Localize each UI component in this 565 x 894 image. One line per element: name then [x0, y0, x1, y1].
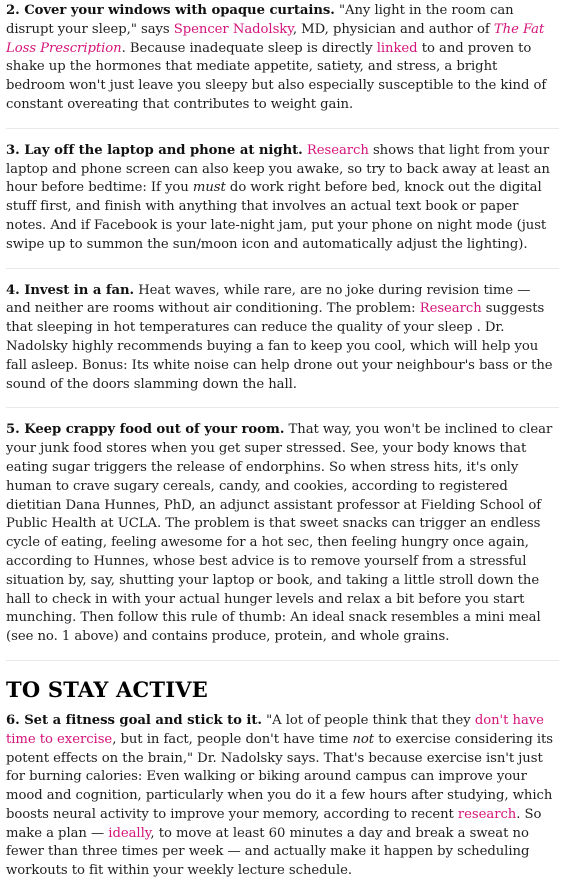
tip-2-heading: 2. Cover your windows with opaque curtains. — [6, 3, 335, 18]
research-link[interactable]: Research — [306, 142, 369, 158]
tip-3-text: shows that light from your laptop and phone screen can also keep you awake, so try to back away at least an hour before bedtime: If you — [6, 142, 550, 196]
tip-3 — [6, 142, 559, 268]
linked-link[interactable]: linked — [376, 40, 418, 56]
tip-5-text: That way, you won't be inclined to clear your junk food stores when you get super stressed. See, your body knows that eating sugar triggers the release of endorphins. So when stress hits, it's only human to crave sugary cereals, candy, and cookies, according to registered dietitian Dana Hunnes, PhD, an adjunct assistant professor at Fielding School of Public Health at UCLA. The problem is that sweet snacks can trigger an endless cycle of eating, feeling awesome for a hot sec, then feeling hungry once again, according to Hunnes, whose best advice is to remove yourself from a stressful situation by, say, shutting your laptop or book, and taking a little stroll down the hall to check in with your actual hunger levels and relax a bit before you start munching. Then follow this rule of thumb: An ideal snack resembles a mini meal (see no. 1 above) and contains produce, protein, and whole grains. — [6, 422, 553, 645]
divider — [6, 268, 559, 269]
tip-3-emphasis: must — [192, 180, 226, 196]
tip-4-text: Heat waves, while rare, are no joke during revision time — and neither are rooms without air conditioning. The problem: — [6, 282, 531, 317]
tip-5-heading: 5. Keep crappy food out of your room. — [6, 422, 285, 438]
tip-6-text: to exercise considering its potent effects on the brain," Dr. Nadolsky says. That's because exercise isn't just for burning calories: Even walking or biking around campus can improve your mood and cognition, particularly when you do it a few hours after studying, which boosts neural activity to improve your memory, according to recent — [6, 731, 553, 822]
tip-3-text: do work right before bed, knock out the digital stuff first, and finish with anything that involves an actual text book or paper notes. And if Facebook is your late-night jam, put your phone on night mode (just swipe up to summon the sun/moon icon and automatically adjust the lighting). — [6, 180, 547, 252]
tip-2-text: to and proven to shake up the hormones that mediate appetite, satiety, and stress, a bright bedroom won't just leave you sleepy but also especially susceptible to the kind of constant overeating that contributes to weight gain. — [6, 40, 547, 112]
tip-2 — [6, 0, 559, 128]
tip-4-heading: 4. Invest in a fan. — [6, 282, 135, 298]
research-link[interactable]: Research — [419, 301, 482, 317]
tip-6-text: , to move at least 60 minutes a day and break a sweat no fewer than three times per week — and actually make it happen by scheduling workouts to fit within your weekly lecture schedule. — [6, 825, 530, 879]
tip-6-paragraph — [6, 712, 559, 881]
dont-have-time-to-exercise-link[interactable]: don't have time to exercise — [6, 712, 544, 747]
divider — [6, 660, 559, 661]
tip-2-paragraph — [6, 2, 559, 115]
divider — [6, 407, 559, 408]
tip-2-text: , MD, physician and author of — [292, 21, 494, 37]
tip-2-text: "Any light in the room can disrupt your sleep," says — [6, 3, 514, 37]
tip-6-text: "A lot of people think that they — [261, 712, 475, 728]
section-heading: TO STAY ACTIVE — [6, 676, 208, 702]
tip-4 — [6, 282, 559, 408]
tip-5-paragraph — [6, 421, 559, 647]
tip-6 — [6, 712, 559, 894]
tip-6-text: , but in fact, people don't have time — [112, 731, 353, 747]
tip-4-text: suggests that sleeping in hot temperatures can reduce the quality of your sleep . Dr. Nadolsky highly recommends buying a fan to keep you cool, which will help you fall asleep. Bonus: Its white noise can help drone out your neighbour's bass or the sound of the doors slamming down the hall. — [6, 301, 553, 392]
tip-3-paragraph — [6, 142, 559, 255]
tip-4-paragraph — [6, 282, 559, 395]
fat-loss-prescription-link[interactable]: The Fat Loss Prescription — [6, 21, 545, 56]
spencer-nadolsky-link[interactable]: Spencer Nadolsky — [173, 21, 293, 37]
research-link[interactable]: research — [457, 806, 517, 822]
tip-6-heading: 6. Set a fitness goal and stick to it. — [6, 712, 262, 728]
tip-6-text: . So make a plan — — [6, 806, 542, 841]
tip-5 — [6, 421, 559, 660]
ideally-link[interactable]: ideally — [108, 825, 151, 841]
tip-3-heading: 3. Lay off the laptop and phone at night. — [6, 142, 303, 158]
tip-6-emphasis: not — [352, 731, 375, 747]
tip-2-text: . Because inadequate sleep is directly — [121, 40, 377, 56]
divider — [6, 128, 559, 129]
